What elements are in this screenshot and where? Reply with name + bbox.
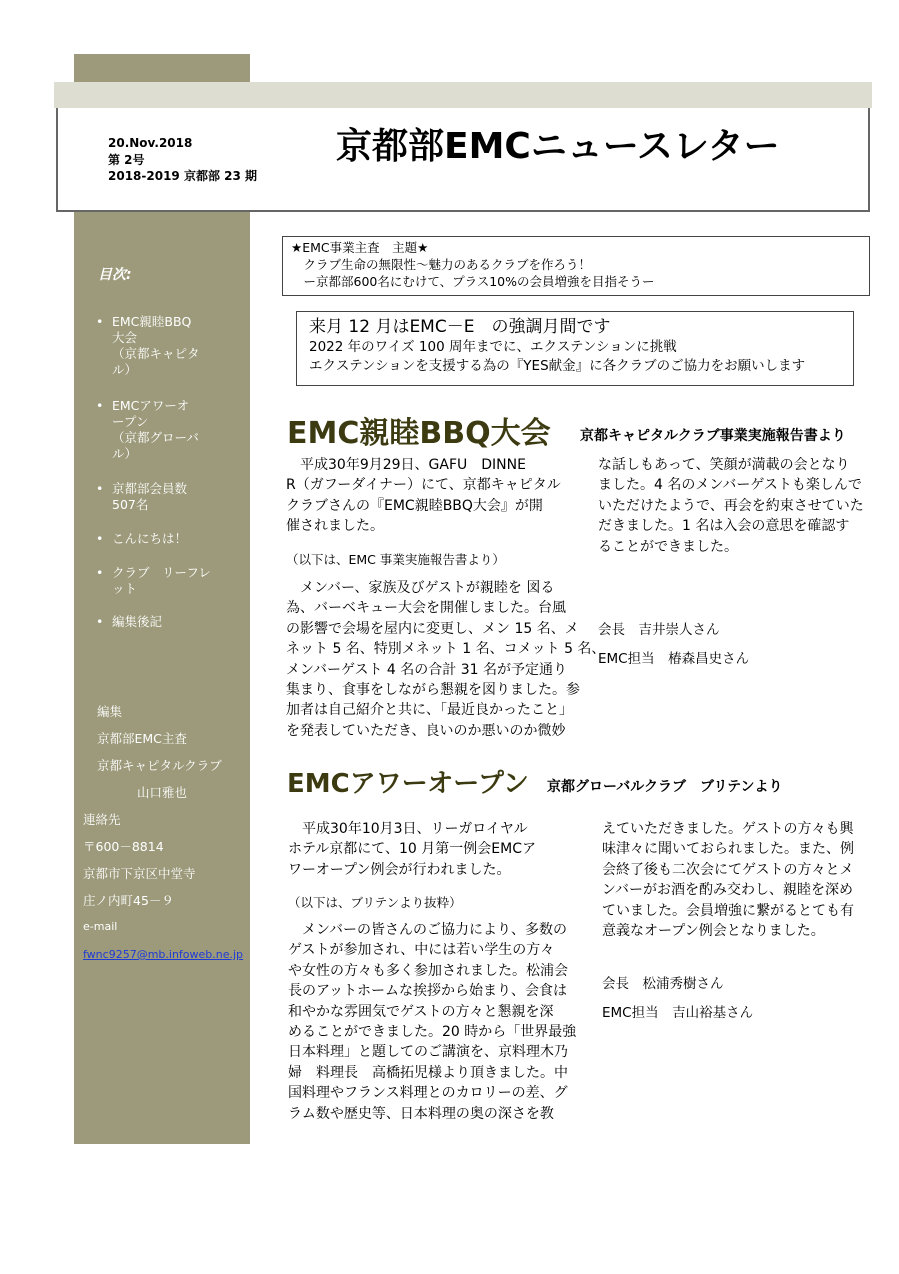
toc-item-label: ット <box>112 581 138 596</box>
article-1-body-line: の影響で会場を屋内に変更し、メン 15 名、メ <box>286 620 579 637</box>
bullet-icon: • <box>96 614 104 629</box>
emphasis-month-box <box>296 311 854 386</box>
article-1-body-line: 為、バーベキュー大会を開催しました。台風 <box>286 600 566 617</box>
article-1-lead-line: 平成30年9月29日、GAFU DINNE <box>286 457 526 473</box>
article-2-heading: EMCアワーオープン <box>287 769 529 799</box>
issue-number: 第 2号 <box>108 153 145 167</box>
article-1-right-line: な話しもあって、笑顔が満載の会となり <box>598 457 850 473</box>
toc-item-label: クラブ リーフレ <box>112 565 211 580</box>
article-2-lead-line: ホテル京都にて、10 月第一例会EMCア <box>288 841 536 858</box>
article-2-right-line: 味津々に聞いておられました。また、例 <box>602 841 854 858</box>
article-1-sign-president: 会長 吉井崇人さん <box>598 622 720 638</box>
article-2-body-line: ラム数や歴史等、日本料理の奥の深さを教 <box>288 1105 554 1122</box>
toc-item[interactable] <box>96 614 226 630</box>
article-2-note: （以下は、ブリテンより抜粋） <box>288 895 462 910</box>
editor-role: 京都部EMC主査 <box>97 731 187 746</box>
contact-label: 連絡先 <box>83 812 121 827</box>
editor-club: 京都キャピタルクラブ <box>97 758 222 773</box>
article-1-body-line: ネット 5 名、特別メネット 1 名、コメット 5 名、 <box>286 641 606 658</box>
email-link[interactable]: fwnc9257@mb.infoweb.ne.jp <box>83 948 244 961</box>
article-2-body-line: 和やかな雰囲気でゲストの方々と懇親を深 <box>288 1003 554 1020</box>
article-2-body-line: めることができました。20 時から「世界最強 <box>288 1024 577 1041</box>
email-link-wrap <box>83 946 243 961</box>
article-2-body-line: や女性の方々も多く参加されました。松浦会 <box>288 962 568 979</box>
bullet-icon: • <box>96 481 104 496</box>
article-1-body-line: を発表していただき、良いのか悪いのか微妙 <box>286 722 566 739</box>
article-2-right-line: 会終了後も二次会にてゲストの方々とメ <box>602 861 854 878</box>
emphasis-month-line-2: エクステンションを支援する為の『YES献金』に各クラブのご協力をお願いします <box>309 358 806 374</box>
article-2-body <box>288 920 576 1124</box>
article-1-note: （以下は、EMC 事業実施報告書より） <box>286 552 505 567</box>
toc-item[interactable] <box>96 481 226 513</box>
article-2-right-column <box>602 819 854 941</box>
editor-label: 編集 <box>97 704 123 719</box>
article-2-body-line: 国料理やフランス料理とのカロリーの差、グ <box>288 1085 568 1102</box>
article-2-right-line: ンバーがお酒を酌み交わし、親睦を深め <box>602 882 854 899</box>
article-2-right-line: ていました。会員増強に繋がるとても有 <box>602 902 854 919</box>
article-1-body-line: メンバーゲスト 4 名の合計 31 名が予定通り <box>286 661 567 678</box>
article-2-body-line: 長のアットホームな挨拶から始まり、会食は <box>288 983 568 1000</box>
issue-date: 20.Nov.2018 <box>108 136 193 150</box>
theme-line: ★EMC事業主査 主題★ <box>291 240 429 255</box>
bullet-icon: • <box>96 565 104 580</box>
toc-item-label: ル） <box>112 362 138 377</box>
email-label: e-mail <box>83 920 118 933</box>
toc-item[interactable] <box>96 314 226 378</box>
emphasis-month-line-1: 2022 年のワイズ 100 周年までに、エクステンションに挑戦 <box>309 339 677 355</box>
article-1-body-line: メンバー、家族及びゲストが親睦を 図る <box>286 580 555 596</box>
article-1-lead <box>286 455 561 537</box>
article-2-body-line: 日本料理」と題してのご講演を、京料理木乃 <box>288 1044 568 1061</box>
article-2-body-line: ゲストが参加され、中には若い学生の方々 <box>288 942 555 959</box>
bullet-icon: • <box>96 398 104 413</box>
article-1-right-line: いただけたようで、再会を約束させていた <box>598 497 864 514</box>
toc-heading: 目次: <box>98 267 132 283</box>
emphasis-month-title: 来月 12 月はEMC－E の強調月間です <box>309 317 611 337</box>
article-1-body-line: 加者は自己紹介と共に、「最近良かったこと」 <box>286 702 573 719</box>
toc-item-label: ープン <box>112 414 149 429</box>
article-2-right-line: 意義なオープン例会となりました。 <box>602 923 825 940</box>
toc-item[interactable] <box>96 398 226 462</box>
article-1-lead-line: 催されました。 <box>286 518 384 535</box>
newsletter-title: 京都部EMCニュースレター <box>336 126 780 167</box>
postal-code: 〒600－8814 <box>83 839 164 854</box>
toc-item-label: 編集後記 <box>112 614 163 629</box>
header-top-band <box>54 82 872 108</box>
article-2-lead <box>288 819 536 880</box>
article-1-heading: EMC親睦BBQ大会 <box>287 416 551 451</box>
article-1-right-line: ることができました。 <box>598 538 738 555</box>
article-2-sign-emc: EMC担当 吉山裕基さん <box>602 1005 754 1021</box>
article-1-body-line: 集まり、食事をしながら懇親を図りました。参 <box>286 682 580 699</box>
toc-item[interactable] <box>96 531 226 547</box>
article-2-body-line: メンバーの皆さんのご協力により、多数の <box>288 922 568 938</box>
toc-item-label: （京都グローバ <box>112 430 199 445</box>
toc-item-label: 大会 <box>112 330 138 345</box>
toc-item-label: こんにちは！ <box>112 531 188 546</box>
address-line-1: 京都市下京区中堂寺 <box>83 866 196 881</box>
article-1-lead-line: R（ガフーダイナー）にて、京都キャピタル <box>286 477 561 494</box>
toc-item-label: ル） <box>112 446 138 461</box>
article-2-lead-line: 平成30年10月3日、リーガロイヤル <box>288 821 528 837</box>
toc-item-label: 京都部会員数 <box>112 481 188 496</box>
article-1-sign-emc: EMC担当 椿森昌史さん <box>598 651 750 667</box>
article-2-body-line: 婦 料理長 高橋拓児様より頂きました。中 <box>288 1064 568 1081</box>
article-2-subheading: 京都グローバルクラブ ブリテンより <box>547 779 783 795</box>
theme-box <box>282 236 870 296</box>
editor-name: 山口雅也 <box>137 785 188 800</box>
toc-item-label: EMCアワーオ <box>112 398 190 413</box>
article-2-sign-president: 会長 松浦秀樹さん <box>602 976 724 992</box>
toc-item-label: 507名 <box>112 497 149 512</box>
theme-line: ー京都部600名にむけて、プラス10%の会員増強を目指そうー <box>291 274 655 289</box>
bullet-icon: • <box>96 531 104 546</box>
bullet-icon: • <box>96 314 104 329</box>
article-1-right-line: ました。4 名のメンバーゲストも楽しんで <box>598 477 862 494</box>
address-line-2: 庄ノ内町45－９ <box>83 893 174 908</box>
article-2-right-line: えていただきました。ゲストの方々も興 <box>602 821 854 837</box>
article-1-right-line: だきました。1 名は入会の意思を確認す <box>598 518 850 535</box>
article-1-subheading: 京都キャピタルクラブ事業実施報告書より <box>580 428 846 444</box>
article-2-lead-line: ワーオープン例会が行われました。 <box>288 861 511 878</box>
toc-item-label: （京都キャピタ <box>112 346 200 361</box>
toc-item[interactable] <box>96 565 226 597</box>
theme-line: クラブ生命の無限性～魅力のあるクラブを作ろう！ <box>291 257 592 272</box>
article-1-right-column <box>598 455 864 557</box>
sidebar <box>74 54 250 1144</box>
issue-term: 2018-2019 京都部 23 期 <box>108 169 258 183</box>
article-1-body <box>286 578 605 741</box>
article-1-lead-line: クラブさんの『EMC親睦BBQ大会』が開 <box>286 497 543 514</box>
toc-item-label: EMC親睦BBQ <box>112 314 192 329</box>
theme-lines <box>291 239 861 290</box>
